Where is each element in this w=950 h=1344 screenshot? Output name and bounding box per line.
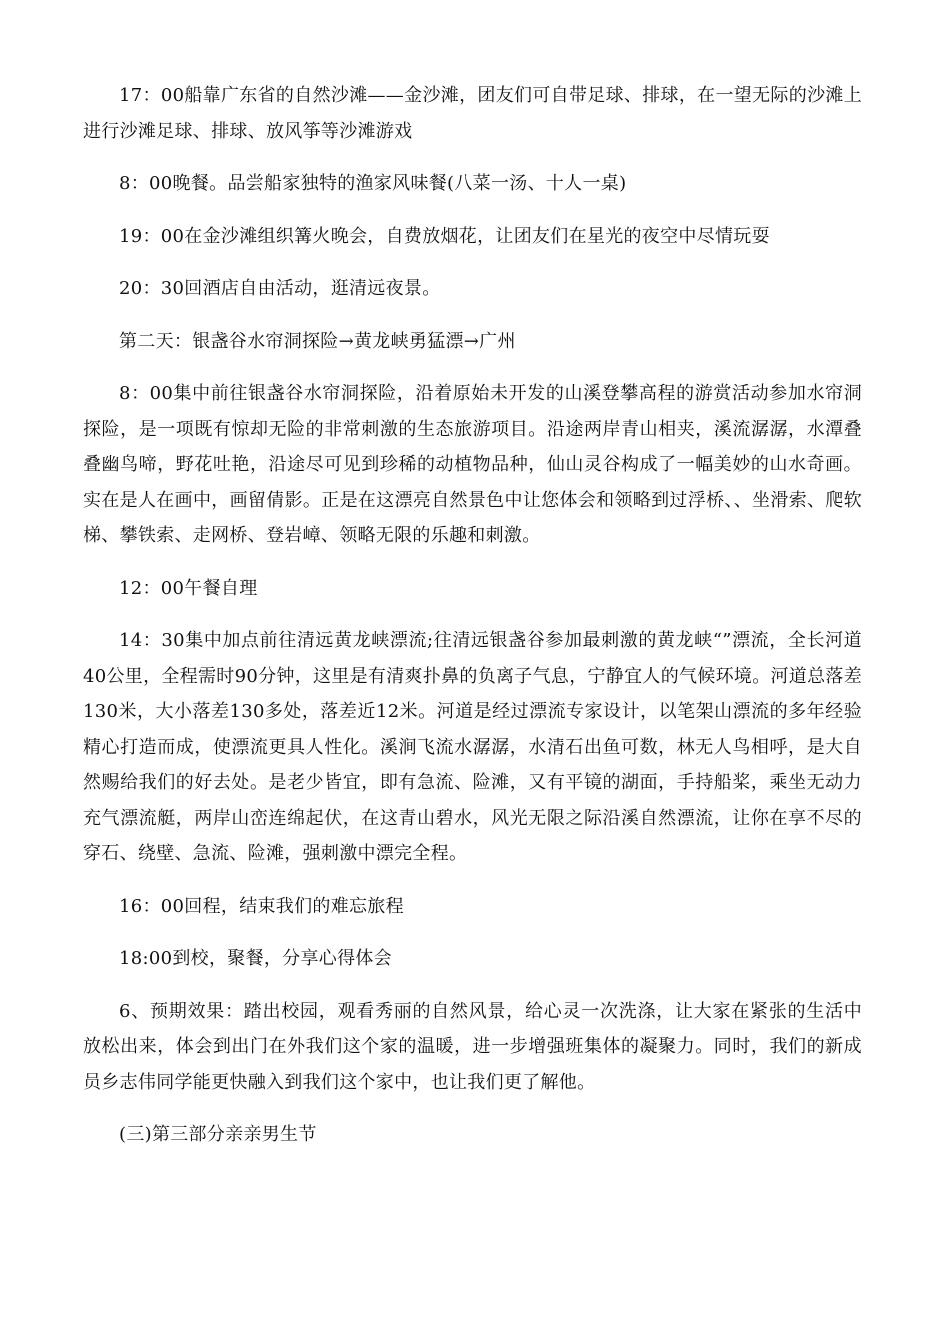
paragraph-arrive-school: 18:00到校，聚餐，分享心得体会 [119, 948, 392, 969]
paragraph-free-activity: 20：30回酒店自由活动，逛清远夜景。 [119, 278, 441, 299]
paragraph-rafting: 14：30集中加点前往清远黄龙峡漂流;往清远银盏谷参加最刺激的黄龙峡“”漂流，全长河道40公里，全程需时90分钟，这里是有清爽扑鼻的负离子气息，宁静宜人的气候环境。河道总落差130米，大小落差130多处，落差近12米。河道是经过漂流专家设计，以笔架山漂流的多年经验精心打造而成，使漂流更具人性化。溪涧飞流水潺潺，水清石出鱼可数，林无人鸟相呼，是大自然赐给我们的好去处。是老少皆宜，即有急流、险滩，又有平镜的湖面，手持船桨，乘坐无动力充气漂流艇，两岸山峦连绵起伏，在这青山碧水，风光无限之际沿溪自然漂流，让你在享不尽的穿石、绕壁、急流、险滩，强刺激中漂完全程。 [83, 630, 863, 864]
paragraph-expected-effect: 6、预期效果：踏出校园，观看秀丽的自然风景，给心灵一次洗涤，让大家在紧张的生活中放松出来，体会到出门在外我们这个家的温暖，进一步增强班集体的凝聚力。同时，我们的新成员乡志伟同学能更快融入到我们这个家中，也让我们更了解他。 [83, 1000, 862, 1093]
paragraph-cave-exploration: 8：00集中前往银盏谷水帘洞探险，沿着原始未开发的山溪登攀高程的游赏活动参加水帘洞探险，是一项既有惊却无险的非常刺激的生态旅游项目。沿途两岸青山相夹，溪流潺潺，水潭叠叠幽鸟啼，野花吐艳，沿途尽可见到珍稀的动植物品种，仙山灵谷构成了一幅美妙的山水奇画。实在是人在画中，画留倩影。正是在这漂亮自然景色中让您体会和领略到过浮桥、、坐滑索、爬软梯、攀铁索、走网桥、登岩嶂、领略无限的乐趣和刺激。 [83, 383, 862, 546]
day-two-heading: 第二天：银盏谷水帘洞探险→黄龙峡勇猛漂→广州 [119, 330, 516, 352]
section-heading-part-three: (三)第三部分亲亲男生节 [119, 1124, 317, 1145]
paragraph-dinner: 8：00晚餐。品尝船家独特的渔家风味餐(八菜一汤、十人一桌) [119, 173, 627, 194]
paragraph-return-trip: 16：00回程，结束我们的难忘旅程 [119, 895, 404, 917]
paragraph-bonfire-party: 19：00在金沙滩组织篝火晚会，自费放烟花，让团友们在星光的夜空中尽情玩耍 [119, 225, 770, 247]
paragraph-lunch: 12：00午餐自理 [119, 577, 258, 599]
paragraph-beach-games: 17：00船靠广东省的自然沙滩——金沙滩，团友们可自带足球、排球，在一望无际的沙滩上进行沙滩足球、排球、放风筝等沙滩游戏 [83, 85, 862, 142]
